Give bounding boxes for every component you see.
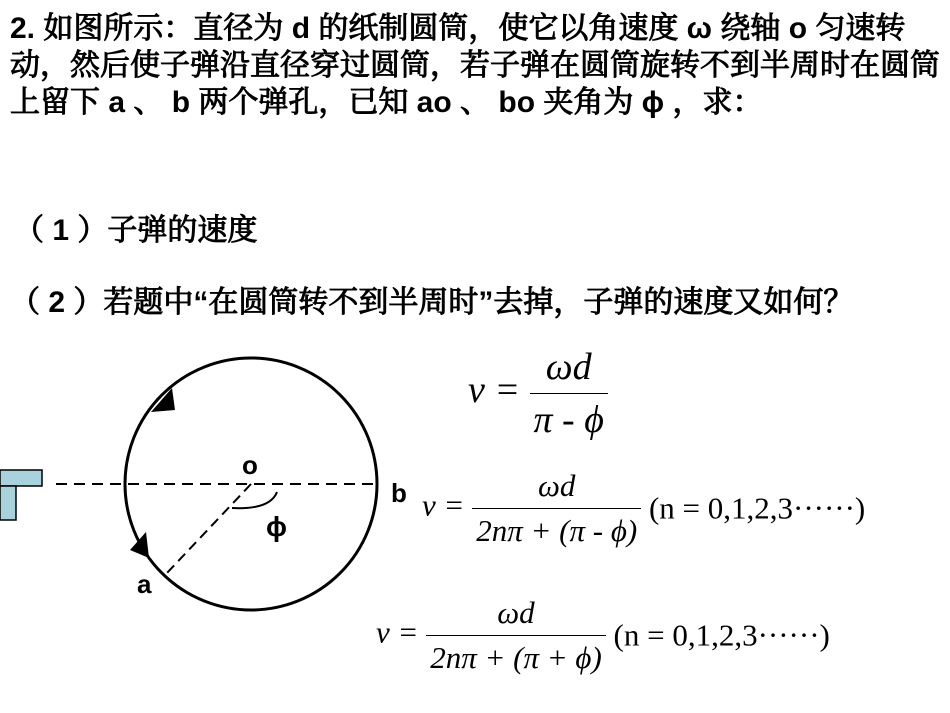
formula-1-numerator: ωd [530,345,608,394]
formula-2-denominator: 2nπ + (π - ϕ) [476,513,638,548]
rotation-arrow-icon [151,388,175,412]
gun-icon [0,470,42,520]
problem-statement: 2. 如图所示：直径为 d 的纸制圆筒，使它以角速度 ω 绕轴 o 匀速转动，然后使子弹沿直径穿过圆筒，若子弹在圆筒旋转不到半周时在圆筒上留下 a 、 b 两个弹孔，已知 ao 、 bo 夹角为 ϕ ，求： [10,12,940,119]
formula-2 [422,468,865,549]
formula-2-numerator: ωd [472,468,641,509]
cylinder-diagram [0,350,420,650]
label-a: a [137,569,152,599]
formula-1-denominator: π - ϕ [533,399,604,441]
formula-3-lhs: v = [376,614,419,650]
question-2: （ 2 ）若题中“在圆筒转不到半周时”去掉，子弹的速度又如何？ [10,286,854,319]
rotation-arrow-icon [130,532,149,558]
formula-1-fraction [530,345,608,442]
formula-3-condition: (n = 0,1,2,3······) [613,617,830,653]
angle-arc [232,492,277,508]
formula-2-condition: (n = 0,1,2,3······) [648,490,866,526]
formula-3-numerator: ωd [426,595,606,636]
formula-3-fraction [426,595,606,676]
formula-1 [468,345,608,442]
formula-3 [376,595,830,676]
formula-2-fraction [472,468,641,549]
question-1: （ 1 ）子弹的速度 [14,214,258,247]
label-b: b [391,478,407,508]
formula-2-lhs: v = [422,487,465,523]
label-phi: ϕ [266,511,287,542]
formula-3-denominator: 2nπ + (π + ϕ) [430,640,602,675]
label-o: o [242,450,258,480]
formula-1-lhs: v = [468,369,521,412]
radius-oa [166,484,251,574]
